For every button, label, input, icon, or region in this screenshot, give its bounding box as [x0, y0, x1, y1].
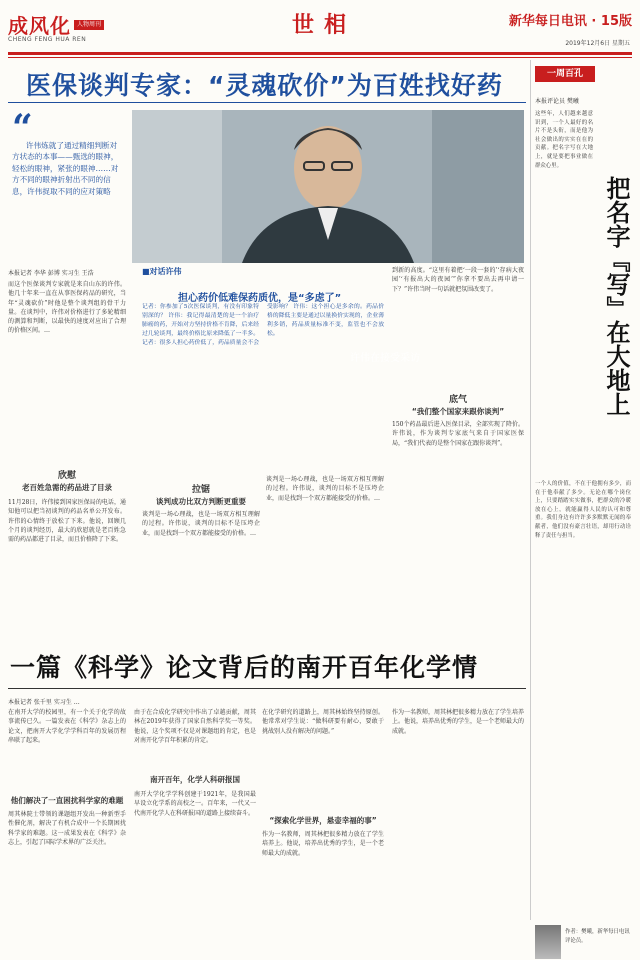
story2-body-col1: 在南开大学的校园里，有一个关于化学的故事流传已久。一篇发表在《科学》杂志上的论文，把南开大学化学学科百年的发展历程串联了起来。 — [8, 709, 126, 744]
story2-headline-rule — [8, 688, 526, 689]
story2-body-col2: 由于在合成化学研究中作出了卓越贡献，周其林在2019年获得了国家自然科学奖一等奖。他说，这个奖项不仅是对课题组的肯定，也是对南开化学百年积累的肯定。 — [134, 709, 256, 744]
story2-col2-subhead: 南开百年，化学人科研报国 — [150, 775, 240, 784]
story2-body-col3: 在化学研究的道路上，周其林始终坚持原创。他常常对学生说：“做科研要有耐心，要敢于挑战别人没有解决的问题。” — [262, 709, 384, 735]
story1-col3-subhead-a: 底气 — [448, 395, 467, 405]
masthead — [0, 0, 640, 62]
story1-col2b-body: 谈判是一场心理战，也是一场双方相互理解的过程。许伟说，谈判的目标不是压垮企业，而是找到一个双方都能接受的价格。… — [266, 476, 384, 502]
story2-body-col2b: 南开大学化学学科创建于1921年，是我国最早设立化学系的高校之一。百年来，一代又一代南开化学人在科研报国的道路上接续奋斗。 — [134, 791, 256, 817]
column-body-continued: 一个人的价值，不在于他拥有多少，而在于他奉献了多少。无论在哪个岗位上，只要踏踏实实做事，把群众的冷暖放在心上，就能赢得人民的认可和尊重。我们身边有许许多多默默无闻的奉献者，他们没有豪言壮语，却用行动诠释了责任与担当。 — [535, 481, 631, 539]
story1-col3-subhead-b: “我们整个国家来跟你谈判” — [411, 407, 505, 416]
publication-date: 2019年12月6日 星期五 — [565, 40, 630, 47]
story2-byline: 本报记者 张千里 实习生 … — [8, 699, 80, 706]
masthead-rule-thin — [8, 57, 632, 58]
column-title: 把名字『写』在大地上 — [602, 176, 631, 416]
brand-name: 成风化 — [8, 14, 71, 38]
story1-col2-subhead: 拉锯 — [191, 485, 210, 495]
story1-byline: 本报记者 李华 彭博 实习生 王浩 — [8, 270, 94, 277]
dialog-body: 记者：你参加了5次医保谈判，有没有印象特别深的？ 许伟：我记得最清楚的是一个治疗肺癌的药，开始对方坚持价格不肯降，后来经过几轮谈判，最终价格比原来降低了一半多。记者：很多人担心药价低了，药品质量会不会受影响？ 许伟：这个担心是多余的。药品价格的降低主要是通过以量换价实现的，企业薄利多销，药品质量标准不变，监管也不会放松。 — [142, 304, 384, 346]
pull-quote-text: 许伟炼就了通过精细判断对方状态的本事——甄选的眼神，轻松的眼神，紧张的眼神……对方不同的眼神折射出不同的信息，许伟捉取不同的应对策略 — [12, 141, 119, 196]
story2-col1-subhead: 他们解决了一直困扰科学家的难题 — [10, 796, 124, 805]
story1-body-col1b: 11月28日，许伟接到国家医保局的电话，通知他可以把当初谈判的药品名单公开发布。许伟的心情终于放松了下来。他说，回顾几个月的谈判经历，最大的欣慰就是老百姓急需的药品都进了目录，而且价格降了下来。 — [8, 499, 126, 544]
story1-subhead-a: 欣慰 — [57, 471, 76, 481]
paper-name: 新华每日电讯 · 15版 — [508, 14, 632, 29]
portrait-illustration — [132, 110, 524, 263]
story1-col2-body2: 谈判是一场心理战，也是一场双方相互理解的过程。许伟说，谈判的目标不是压垮企业，而是找到一个双方都能接受的价格。… — [142, 511, 260, 537]
story1-col2-subhead2: 谈判成功比双方判断更重要 — [156, 497, 246, 506]
pull-quote — [8, 107, 126, 264]
photo-caption: 许伟在接受采访 — [350, 353, 420, 364]
section-title: 世相 — [292, 12, 357, 38]
column-body: 这些年，人们越来越意识到，一个人最好的名片不是头衔，而是他为社会做出的实实在在的贡献。把名字写在大地上，就是要把事业做在群众心里。 — [535, 111, 593, 169]
story1-col3-top: 到新的高度。“这里有着把‘一段一套的’‘存病大夜园’‘有报出大的夜园’”你拿不要出去再申请一下？”许伟当时一句话就把氛围改变了。 — [392, 267, 524, 293]
story2-body-col4: 作为一名教师，周其林把很多精力放在了学生培养上。他说，培养出优秀的学生，是一个老师最大的成就。 — [392, 709, 525, 735]
story1-headline-rule — [8, 102, 526, 103]
author-avatar — [535, 925, 561, 959]
story2-headline: 一篇《科学》论文背后的南开百年化学情 — [10, 653, 479, 682]
story2-body-col3b: 作为一名教师，周其林把很多精力放在了学生培养上。他说，培养出优秀的学生，是一个老师最大的成就。 — [262, 831, 384, 857]
quote-mark-icon: “ — [12, 107, 33, 149]
story2-body-col1b: 周其林院士带领的课题组开发出一种新型手性催化剂，解决了有机合成中一个长期困扰科学家的难题。这一成果发表在《科学》杂志上，引起了国际学术界的广泛关注。 — [8, 811, 126, 846]
dialog-tag: ■对话许伟 — [142, 267, 182, 276]
story1-body-col1: 而这个医保谈判专家就是来自山东的许伟。他几十年来一直在从事医保药品的研究，当年“灵魂砍价”时他是整个谈判组的骨干力量。在谈判中，许伟对价格进行了多轮精细的测算和判断，以最快的速度对应出了合理的价格区间。… — [8, 281, 126, 335]
story1-col3-body: 150个药品最后进入医保目录，全部实现了降价。许伟说，作为谈判专家底气来自于国家医保局，“我们代表的是整个国家在跟你谈判”。 — [392, 421, 524, 447]
brand-badge: 人物周刊 — [74, 20, 104, 30]
column-author: 本报评论员 樊曦 — [535, 98, 579, 105]
story2-col3-subhead: “探索化学世界，悬壶幸福的事” — [269, 816, 377, 825]
story1-headline: 医保谈判专家：“灵魂砍价”为百姓找好药 — [26, 71, 503, 100]
brand-subtitle: CHENG FENG HUA REN — [8, 36, 87, 43]
dialog-title: 担心药价低难保药质优，是“多虑了” — [178, 293, 342, 304]
story1-subhead-b: 老百姓急需的药品进了目录 — [22, 483, 112, 492]
author-bio: 作者：樊曦，新华每日电讯评论员。 — [565, 929, 630, 944]
brand-logo — [8, 10, 104, 39]
column-badge: 一周百孔 — [535, 66, 595, 82]
masthead-rule — [8, 52, 632, 55]
commentary-column — [530, 60, 634, 944]
